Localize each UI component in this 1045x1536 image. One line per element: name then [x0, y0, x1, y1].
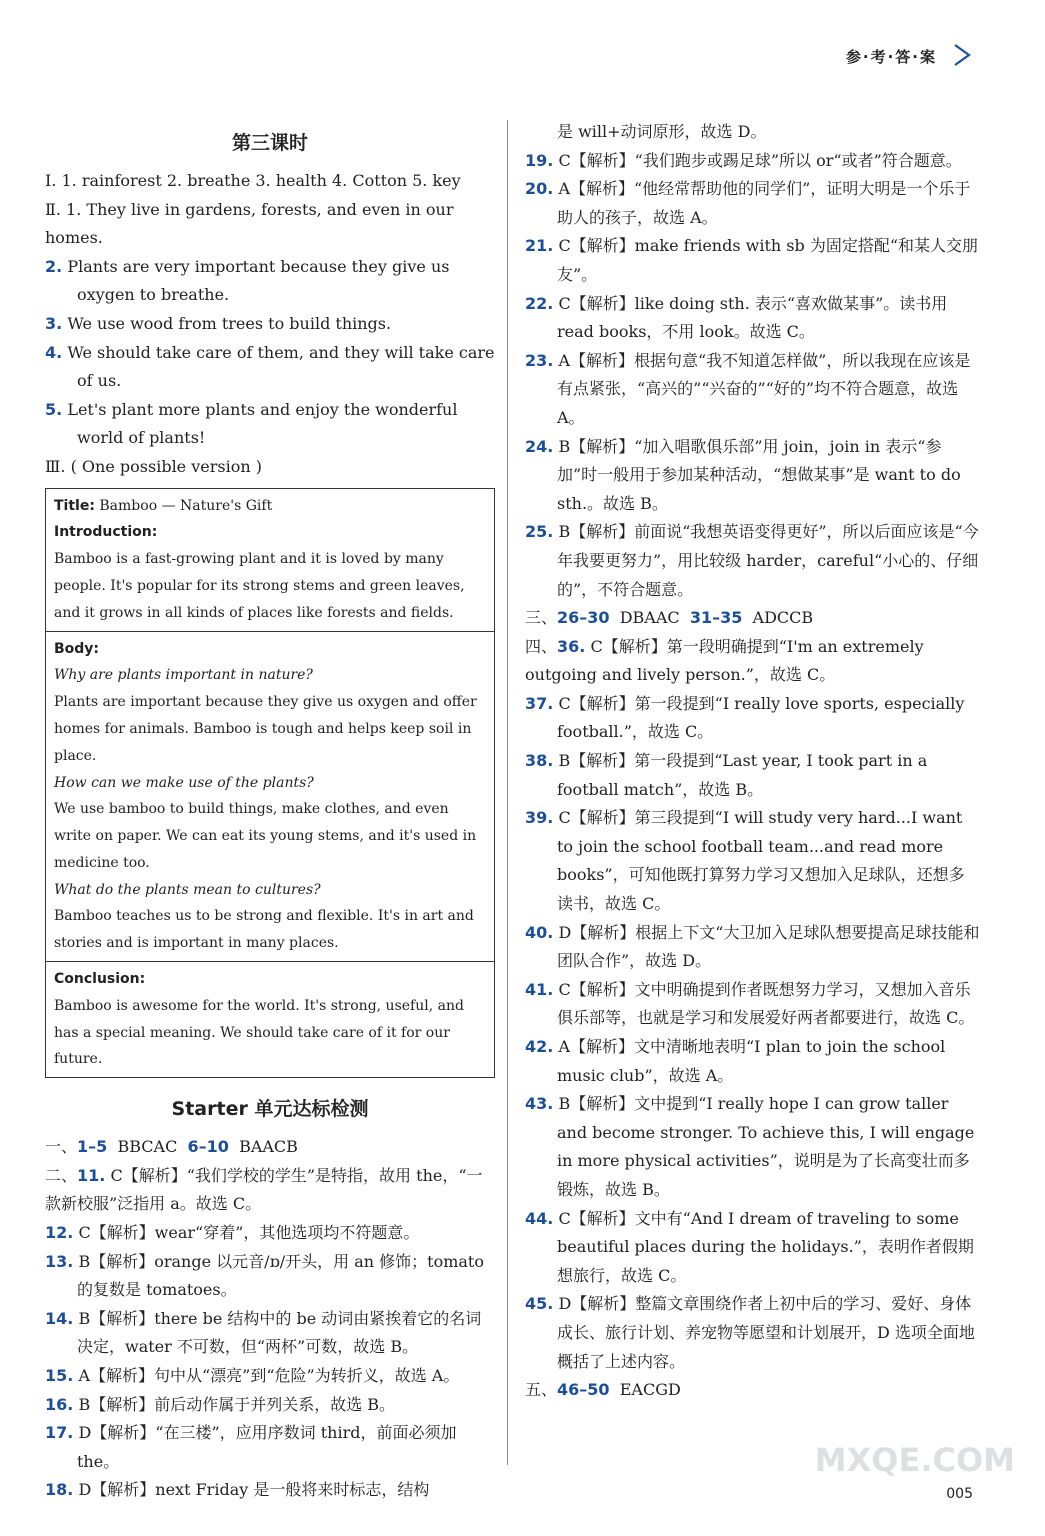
- item-number: 40.: [525, 922, 554, 942]
- item-text: B【解析】文中提到“I really hope I can grow taller and become stronger. To achieve this, I will engage in more physical activities”，说明是为了长高变壮而多锻炼，故选 B。: [557, 1094, 975, 1199]
- item-range: 26–30: [557, 608, 610, 628]
- body-answer: Plants are important because they give us oxygen and offer homes for animals. Bamboo is tough and helps keep soil in place.: [54, 694, 477, 764]
- title-label: Title:: [54, 497, 95, 514]
- item-number: 14.: [45, 1308, 74, 1328]
- item-text: A【解析】根据句意“我不知道怎样做”，所以我现在应该是有点紧张，“高兴的”“兴奋的”“好的”均不符合题意，故选 A。: [557, 350, 971, 427]
- item-text: We should take care of them, and they will take care of us.: [67, 342, 495, 391]
- item-number: 19.: [525, 150, 554, 170]
- item-number: 3.: [45, 313, 63, 333]
- answer-item: [45, 310, 495, 339]
- introduction-label: Introduction:: [54, 524, 158, 541]
- answer-item: [45, 253, 495, 310]
- item-number: 16.: [45, 1394, 74, 1414]
- item-text: C【解析】文中明确提到作者既想努力学习，又想加入音乐俱乐部等，也就是学习和发展爱好两者都要进行，故选 C。: [557, 979, 975, 1028]
- answer-item: [45, 1162, 495, 1219]
- watermark-logo: [785, 1440, 1015, 1530]
- item-number: 44.: [525, 1208, 554, 1228]
- body-question: Why are plants important in nature?: [54, 667, 313, 684]
- answer-letters: ADCCB: [752, 608, 814, 628]
- item-number: 12.: [45, 1223, 74, 1243]
- item-text: D【解析】“在三楼”，应用序数词 third，前面必须加 the。: [77, 1423, 457, 1471]
- answer-line: [45, 1133, 495, 1162]
- item-number: 38.: [525, 751, 554, 771]
- answer-letters: DBAAC: [619, 608, 680, 628]
- answer-item: [525, 1205, 980, 1291]
- item-text: C【解析】like doing sth. 表示“喜欢做某事”。读书用 read books，不用 look。故选 C。: [557, 293, 948, 342]
- answer-line: Ⅰ. 1. rainforest 2. breathe 3. health 4. Cotton 5. key: [45, 171, 461, 190]
- answer-item: [45, 1391, 495, 1420]
- answer-item: [525, 147, 980, 176]
- section-prefix: 三、: [525, 608, 558, 628]
- item-number: 23.: [525, 350, 554, 370]
- item-text: We use wood from trees to build things.: [67, 313, 392, 333]
- item-number: 18.: [45, 1480, 74, 1500]
- section-prefix: 四、: [525, 636, 558, 656]
- item-number: 21.: [525, 236, 554, 256]
- item-number: 15.: [45, 1366, 74, 1386]
- item-text: B【解析】“加入唱歌俱乐部”用 join，join in 表示“参加”时一般用于参加某种活动，“想做某事”是 want to do sth.。故选 B。: [557, 436, 961, 513]
- left-column: [45, 118, 495, 1505]
- unit-test-title: Starter 单元达标检测: [171, 1098, 369, 1121]
- item-number: 25.: [525, 522, 554, 542]
- item-text: Plants are very important because they give us oxygen to breathe.: [67, 256, 450, 305]
- item-text: C【解析】make friends with sb 为固定搭配“和某人交朋友”。: [557, 236, 978, 284]
- item-text: A【解析】“他经常帮助他的同学们”，证明大明是一个乐于助人的孩子，故选 A。: [557, 179, 971, 227]
- body-question: How can we make use of the plants?: [54, 774, 314, 791]
- item-text: B【解析】前后动作属于并列关系，故选 B。: [78, 1394, 396, 1414]
- item-number: 13.: [45, 1251, 74, 1271]
- item-number: 2.: [45, 256, 63, 276]
- watermark-text: MXQE.COM: [814, 1441, 1015, 1479]
- answer-letters: BAACB: [239, 1137, 298, 1157]
- answer-item: [45, 1219, 495, 1248]
- body-label: Body:: [54, 640, 100, 657]
- answer-item: [525, 976, 980, 1033]
- answer-item: [525, 1033, 980, 1090]
- section-prefix: 二、: [45, 1165, 78, 1185]
- section-prefix: 五、: [525, 1380, 558, 1400]
- item-number: 39.: [525, 808, 554, 828]
- answer-item: [45, 396, 495, 453]
- section-prefix: 一、: [45, 1137, 78, 1157]
- item-number: 36.: [557, 636, 586, 656]
- item-range: 31–35: [689, 608, 743, 628]
- item-text: B【解析】orange 以元音/ɒ/开头，用 an 修饰；tomato 的复数是 tomatoes。: [77, 1251, 484, 1300]
- answer-item: [525, 232, 980, 289]
- item-number: 5.: [45, 399, 63, 419]
- item-text: B【解析】第一段提到“Last year, I took part in a football match”，故选 B。: [557, 751, 928, 799]
- essay-title: Bamboo — Nature's Gift: [99, 497, 273, 514]
- column-divider: [507, 120, 508, 1465]
- item-text: D【解析】next Friday 是一般将来时标志，结构: [78, 1480, 430, 1500]
- answer-item: [525, 175, 980, 232]
- answer-letters: EACGD: [619, 1380, 681, 1400]
- answer-line: [525, 604, 980, 633]
- chevron-right-icon: [949, 42, 975, 68]
- essay-conclusion-section: [46, 962, 494, 1077]
- item-text: C【解析】文中有“And I dream of traveling to some beautiful places during the holidays.”，表明作者假期想旅行，故选 C。: [557, 1208, 974, 1285]
- page-header: 参·考·答·案: [845, 48, 937, 66]
- item-text: D【解析】根据上下文“大卫加入足球队想要提高足球技能和团队合作”，故选 D。: [557, 922, 980, 971]
- right-column: [525, 118, 980, 1405]
- item-text: A【解析】句中从“漂亮”到“危险”为转折义，故选 A。: [78, 1366, 460, 1386]
- answer-item: [525, 747, 980, 804]
- item-number: 4.: [45, 342, 63, 362]
- item-number: 41.: [525, 979, 554, 999]
- item-range: 1–5: [77, 1137, 108, 1157]
- item-number: 24.: [525, 436, 554, 456]
- answer-item: [525, 1090, 980, 1204]
- item-text: B【解析】前面说“我想英语变得更好”，所以后面应该是“今年我要更努力”，用比较级 harder，careful“小心的、仔细的”，不符合题意。: [557, 522, 979, 599]
- item-text: C【解析】“我们学校的学生”是特指，故用 the，“一款新校服”泛指用 a。故选 C。: [45, 1165, 483, 1214]
- answer-line: Ⅲ. ( One possible version ): [45, 456, 262, 476]
- item-text: C【解析】第一段明确提到“I'm an extremely outgoing and lively person.”，故选 C。: [525, 636, 924, 685]
- item-number: 45.: [525, 1294, 554, 1314]
- answer-item: [525, 433, 980, 519]
- item-text: C【解析】“我们跑步或踢足球”所以 or“或者”符合题意。: [558, 150, 962, 170]
- item-number: 37.: [525, 693, 554, 713]
- item-number: 20.: [525, 179, 554, 199]
- answer-item: [525, 804, 980, 918]
- answer-item: [525, 518, 980, 604]
- answer-item: [45, 339, 495, 396]
- item-number: 17.: [45, 1423, 74, 1443]
- answer-item: [45, 1476, 495, 1505]
- body-answer: Bamboo teaches us to be strong and flexible. It's in art and stories and is important in many places.: [54, 908, 474, 952]
- answer-item: [45, 1362, 495, 1391]
- lesson-title: 第三课时: [231, 132, 308, 154]
- body-question: What do the plants mean to cultures?: [54, 881, 321, 898]
- body-answer: We use bamboo to build things, make clothes, and even write on paper. We can eat its young stems, and it's used in medicine too.: [54, 801, 477, 871]
- answer-item: [45, 1305, 495, 1362]
- item-text: C【解析】第三段提到“I will study very hard...I want to join the school football team...and read more books”，可知他既打算努力学习又想加入足球队，还想多读书，故选 C。: [557, 808, 965, 914]
- introduction-text: Bamboo is a fast-growing plant and it is loved by many people. It's popular for its strong stems and green leaves, and it grows in all kinds of places like forests and fields.: [54, 551, 465, 621]
- answer-item: [525, 690, 980, 747]
- answer-item: [525, 290, 980, 347]
- answer-item: [525, 919, 980, 976]
- essay-body-section: [46, 632, 494, 963]
- item-number: 22.: [525, 293, 554, 313]
- answer-item: [45, 1248, 495, 1305]
- answer-line: Ⅱ. 1. They live in gardens, forests, and even in our homes.: [45, 199, 454, 248]
- item-number: 43.: [525, 1094, 554, 1114]
- page-number: 005: [946, 1486, 973, 1502]
- item-number: 42.: [525, 1037, 554, 1056]
- answer-item: [45, 1419, 495, 1476]
- essay-intro-section: [46, 489, 494, 632]
- answer-line: [525, 1376, 980, 1405]
- conclusion-text: Bamboo is awesome for the world. It's strong, useful, and has a special meaning. We should take care of it for our future.: [54, 997, 464, 1068]
- essay-box: [45, 488, 495, 1079]
- answer-letters: BBCAC: [117, 1137, 178, 1157]
- item-text: A【解析】文中清晰地表明“I plan to join the school music club”，故选 A。: [557, 1037, 946, 1085]
- answer-item: [525, 1290, 980, 1376]
- answer-item: [525, 347, 980, 433]
- answer-item: [525, 633, 980, 690]
- item-text: D【解析】整篇文章围绕作者上初中后的学习、爱好、身体成长、旅行计划、养宠物等愿望和计划展开，D 选项全面地概括了上述内容。: [557, 1294, 975, 1371]
- item-number: 11.: [77, 1165, 106, 1185]
- item-text: Let's plant more plants and enjoy the wonderful world of plants!: [67, 399, 458, 448]
- item-range: 6–10: [187, 1137, 229, 1157]
- continued-line: 是 will+动词原形，故选 D。: [557, 122, 767, 141]
- item-text: C【解析】第一段提到“I really love sports, especially football.”，故选 C。: [557, 693, 965, 742]
- conclusion-label: Conclusion:: [54, 971, 146, 988]
- item-range: 46–50: [557, 1380, 610, 1400]
- item-text: C【解析】wear“穿着”，其他选项均不符题意。: [78, 1223, 420, 1243]
- item-text: B【解析】there be 结构中的 be 动词由紧挨着它的名词决定，water 不可数，但“两杯”可数，故选 B。: [77, 1308, 482, 1357]
